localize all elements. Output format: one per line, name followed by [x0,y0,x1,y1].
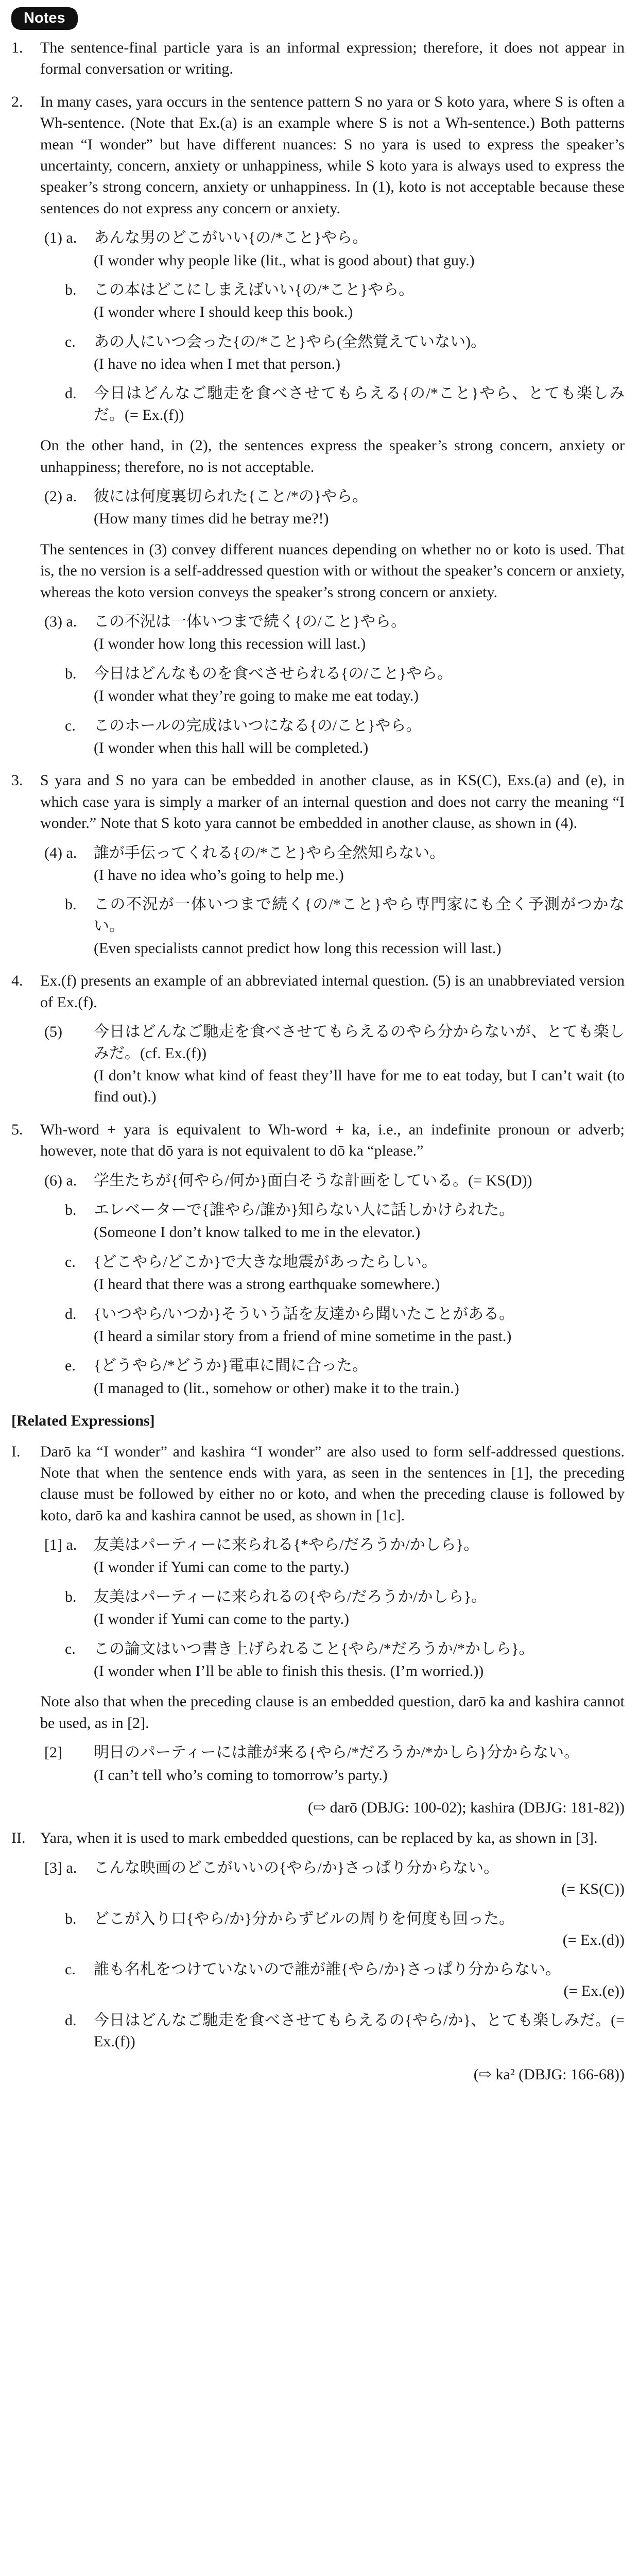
example-jp: 友美はパーティーに来られるの{やら/だろうか/かしら}。 [94,1588,487,1605]
example-6c [40,1251,625,1295]
note-4 [11,970,625,1107]
example-label: b. [65,1588,77,1605]
example-en: (I heard a similar story from a friend of mine sometime in the past.) [94,1327,512,1345]
example-6b [40,1199,625,1243]
example-jp: この不況が一体いつまで続く{の/*こと}やら専門家にも全く予測がつかない。 [94,896,625,935]
example-jp: 彼には何度裏切られた{こと/*の}やら。 [94,488,368,505]
example-jp: あの人にいつ会った{の/*こと}やら(全然覚えていない)。 [94,333,487,350]
example-label: e. [65,1357,76,1375]
note-3 [11,770,625,959]
example-jp: どこが入り口{やら/か}分からずビルの周りを何度も回った。 [94,1910,515,1927]
example-4b [40,894,625,959]
example-r1a [40,1534,625,1578]
note-text: Wh-word + yara is equivalent to Wh-word + ka, i.e., an indefinite pronoun or adverb; however, note that dō yara is not equivalent to dō ka “please.” [40,1121,625,1160]
example-label: [3] a. [44,1859,77,1876]
example-label: (3) a. [44,613,77,630]
example-en: (I have no idea when I met that person.) [94,355,340,373]
example-label: b. [65,665,77,682]
notes-header-tag: Notes [11,7,78,30]
example-r1c [40,1638,625,1682]
example-label: c. [65,1253,76,1270]
example-en: (I have no idea who’s going to help me.) [94,866,344,884]
example-jp: この論文はいつ書き上げられること{やら/*だろうか/*かしら}。 [94,1640,534,1657]
example-r3c [40,1959,625,2002]
cross-reference: (⇨ darō (DBJG: 100-02); kashira (DBJG: 181-82)) [307,1799,625,1816]
example-label: c. [65,717,76,734]
example-label: (2) a. [44,488,77,505]
example-jp: 今日はどんなご馳走を食べさせてもらえるのやら分からないが、とても楽しみだ。(cf. Ex.(f)) [94,1023,625,1062]
example-5 [40,1021,625,1108]
example-jp: この本はどこにしまえばいい{の/*こと}やら。 [94,281,415,298]
example-en: (Someone I don’t know talked to me in the elevator.) [94,1224,421,1241]
example-en: (I wonder where I should keep this book.) [94,303,353,321]
note-1 [11,37,625,80]
related-item-2 [11,1827,625,2085]
example-en: (I wonder how long this recession will last.) [94,635,366,653]
example-jp: 今日はどんなご馳走を食べさせてもらえる{の/*こと}やら、とても楽しみだ。(= Ex.(f)) [94,385,625,423]
example-jp: この不況は一体いつまで続く{の/こと}やら。 [94,613,407,630]
paragraph: On the other hand, in (2), the sentences express the speaker’s strong concern, anxiety or unhappiness; therefore, no is not acceptable. [40,437,625,476]
example-label: c. [65,1640,76,1657]
example-ref: (= Ex.(d)) [562,1931,625,1948]
example-en: (I wonder why people like (lit., what is good about) that guy.) [94,251,475,269]
example-ref: (= KS(C)) [561,1880,625,1898]
example-3b [40,663,625,707]
example-6e [40,1355,625,1399]
example-jp: こんな映画のどこがいいの{やら/か}さっぱり分からない。 [94,1859,499,1876]
note-number: 3. [11,772,23,789]
example-label: c. [65,1961,76,1978]
example-1a [40,227,625,271]
note-text: S yara and S no yara can be embedded in another clause, as in KS(C), Exs.(a) and (e), in which case yara is simply a marker of an internal question and does not carry the meaning “I wonder.” Note that S koto yara cannot be embedded in another clause, as shown in (4). [40,772,625,832]
example-jp: {いつやら/いつか}そういう話を友達から聞いたことがある。 [94,1305,515,1323]
example-jp: 明日のパーティーには誰が来る{やら/*だろうか/*かしら}分からない。 [94,1744,580,1761]
example-jp: 今日はどんなものを食べさせられる{の/こと}やら。 [94,665,453,682]
example-label: b. [65,896,77,913]
example-3c [40,715,625,759]
example-en: (I can’t tell who’s coming to tomorrow’s party.) [94,1766,388,1784]
example-1c [40,331,625,375]
example-label: b. [65,1201,77,1218]
example-ref: (= Ex.(e)) [563,1982,625,1999]
paragraph: The sentences in (3) convey different nuances depending on whether no or koto is used. That is, the no version is a self-addressed question with or without the speaker’s concern or anxiety, whereas the koto version conveys the speaker’s strong concern or anxiety. [40,540,625,601]
example-jp: 今日はどんなご馳走を食べさせてもらえるの{やら/か}、とても楽しみだ。(= Ex.(f)) [94,2012,625,2050]
example-label: [1] a. [44,1536,77,1554]
example-r2 [40,1742,625,1786]
example-jp: {どこやら/どこか}で大きな地震があったらしい。 [94,1253,437,1270]
example-label: (4) a. [44,844,77,861]
example-r3d [40,2010,625,2053]
example-en: (I managed to (lit., somehow or other) make it to the train.) [94,1379,459,1397]
example-6a [40,1170,625,1191]
note-text: The sentence-final particle yara is an informal expression; therefore, it does not appear in formal conversation or writing. [40,39,625,78]
example-6d [40,1303,625,1347]
example-label: d. [65,2012,77,2029]
example-jp: 誰も名札をつけていないので誰が誰{やら/か}さっぱり分からない。 [94,1961,561,1978]
example-en: (I don’t know what kind of feast they’ll have for me to eat today, but I can’t wait (to find out).) [94,1067,625,1106]
example-jp: {どうやら/*どうか}電車に間に合った。 [94,1357,368,1375]
example-jp: このホールの完成はいつになる{の/こと}やら。 [94,717,422,734]
note-number: 5. [11,1121,23,1138]
note-number: 1. [11,39,23,57]
paragraph: Note also that when the preceding clause is an embedded question, darō ka and kashira cannot be used, as in [2]. [40,1693,625,1732]
example-label: b. [65,1910,77,1927]
example-r3b [40,1908,625,1951]
example-label: d. [65,1305,77,1323]
cross-reference: (⇨ ka² (DBJG: 166-68)) [473,2065,625,2083]
example-2a [40,486,625,530]
example-jp: エレベーターで{誰やら/誰か}知らない人に話しかけられた。 [94,1201,515,1218]
example-r1b [40,1586,625,1630]
related-text: Yara, when it is used to mark embedded questions, can be replaced by ka, as shown in [3]. [40,1829,598,1847]
note-5 [11,1119,625,1399]
example-label: c. [65,333,76,350]
example-en: (I wonder if Yumi can come to the party.) [94,1611,349,1628]
related-number: II. [11,1829,26,1847]
example-en: (I wonder when I’ll be able to finish this thesis. (I’m worried.)) [94,1663,484,1680]
note-text: In many cases, yara occurs in the sentence pattern S no yara or S koto yara, where S is often a Wh-sentence. (Note that Ex.(a) is an example where S is not a Wh-sentence.) Both patterns mean “I wonder” but have different nuances: S no yara is used to express the speaker’s uncertainty, concern, anxiety or unhappiness, while S koto yara is always used to express the speaker’s strong concern, anxiety or unhappiness. In (1), koto is not acceptable because these sentences do not express any concern or anxiety. [40,93,625,217]
related-number: I. [11,1443,21,1460]
example-label: (5) [44,1023,62,1041]
related-item-1 [11,1441,625,1819]
note-number: 2. [11,93,23,110]
example-r3a [40,1857,625,1900]
example-jp: 誰が手伝ってくれる{の/*こと}やら全然知らない。 [94,844,445,861]
example-label: (1) a. [44,229,77,247]
example-1b [40,279,625,323]
example-label: (6) a. [44,1172,77,1189]
example-4a [40,842,625,886]
example-3a [40,611,625,655]
note-2 [11,91,625,759]
example-en: (I wonder when this hall will be completed.) [94,739,369,756]
example-en: (I wonder if Yumi can come to the party.) [94,1558,349,1576]
example-en: (How many times did he betray me?!) [94,510,329,528]
example-jp: あんな男のどこがいい{の/*こと}やら。 [94,229,368,247]
example-jp: 学生たちが{何やら/何か}面白そうな計画をしている。(= KS(D)) [94,1172,532,1189]
example-label: [2] [44,1744,62,1761]
example-label: b. [65,281,77,298]
example-en: (I wonder what they’re going to make me eat today.) [94,687,419,705]
example-jp: 友美はパーティーに来られる{*やら/だろうか/かしら}。 [94,1536,479,1554]
note-number: 4. [11,972,23,990]
example-label: d. [65,385,77,402]
example-en: (I heard that there was a strong earthquake somewhere.) [94,1276,440,1293]
related-text: Darō ka “I wonder” and kashira “I wonder” are also used to form self-addressed questions. Note that when the sentence ends with yara, as seen in the sentences in [1], the preceding clause must be followed by either no or koto, and when the preceding clause is followed by koto, darō ka and kashira cannot be used, as shown in [1c]. [40,1443,625,1524]
related-expressions-heading: [Related Expressions] [11,1412,155,1430]
example-1d [40,383,625,426]
note-text: Ex.(f) presents an example of an abbreviated internal question. (5) is an unabbreviated version of Ex.(f). [40,972,625,1011]
example-en: (Even specialists cannot predict how long this recession will last.) [94,940,502,957]
